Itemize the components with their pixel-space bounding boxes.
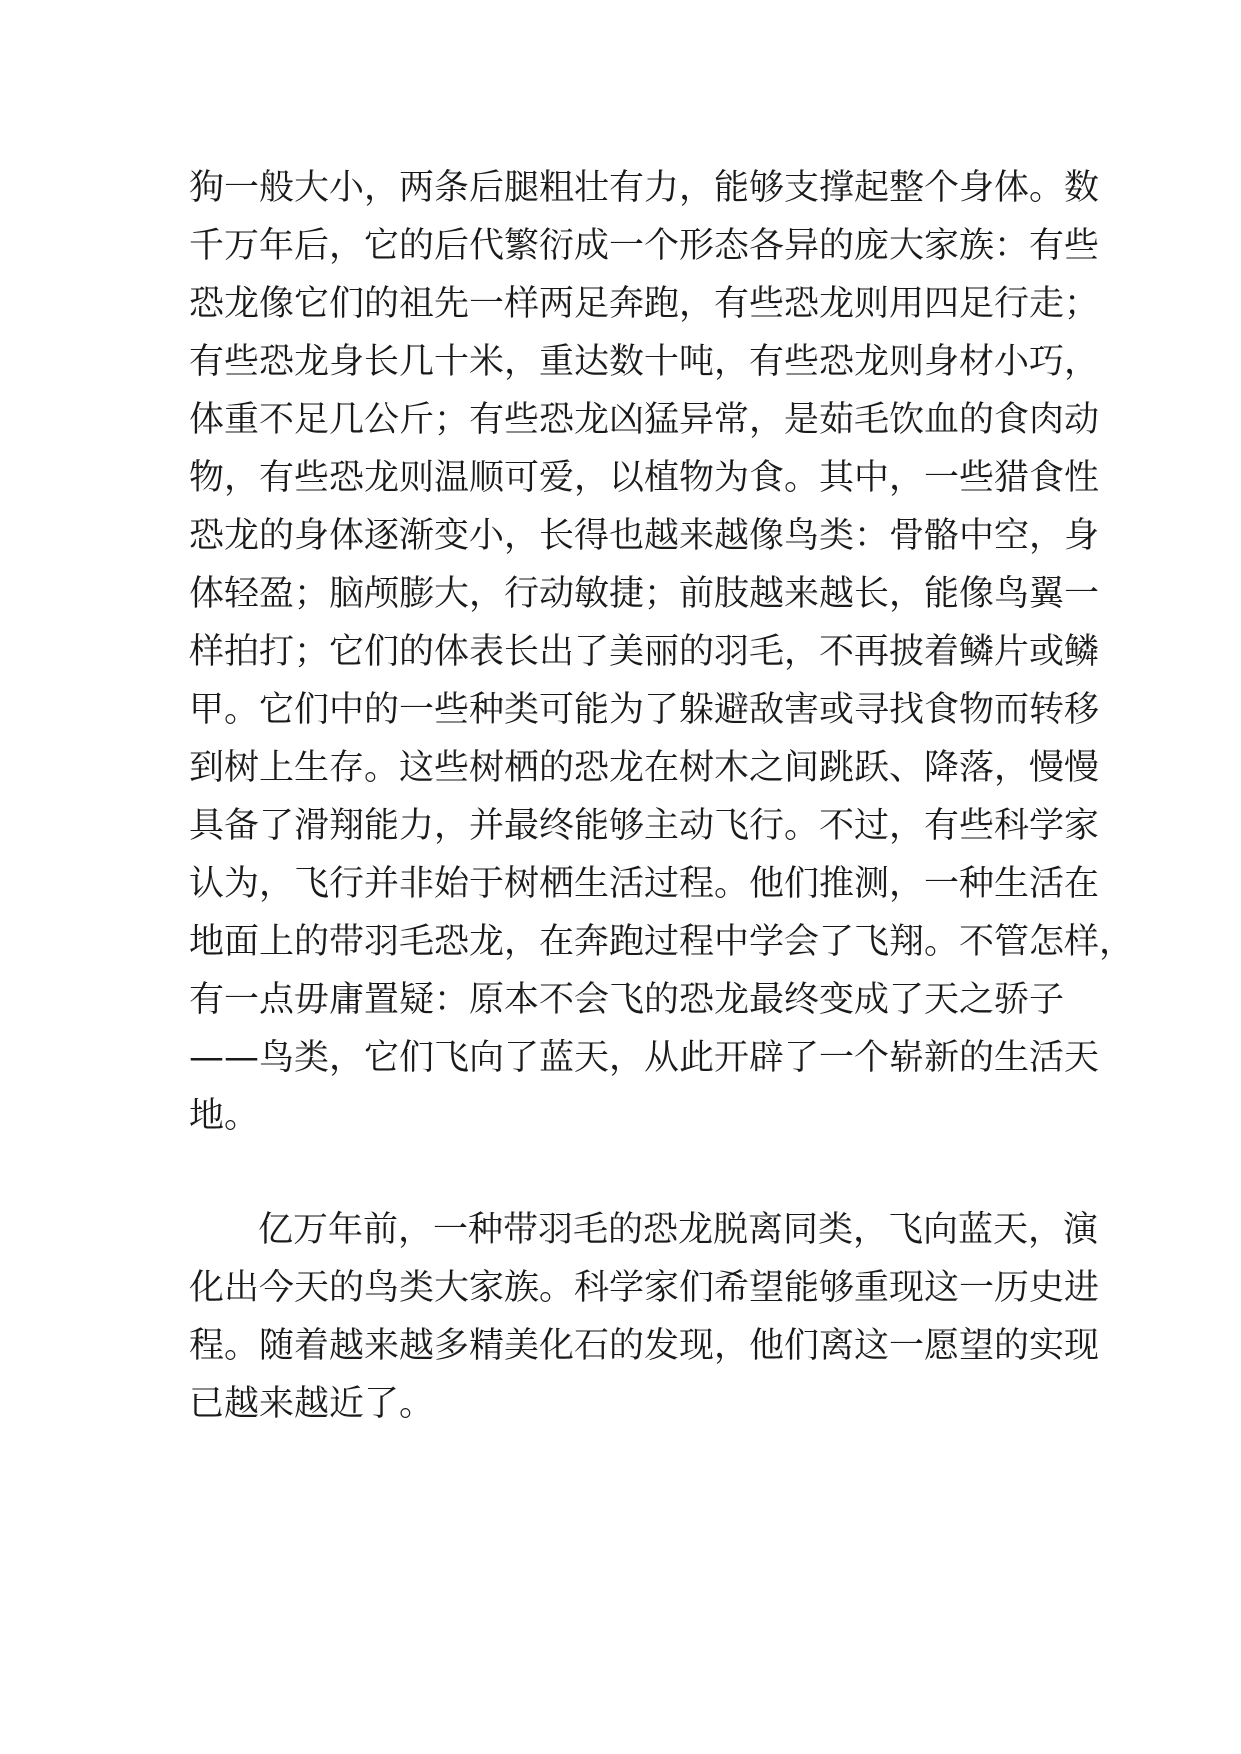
- paragraph-1-line: 千万年后，它的后代繁衍成一个形态各异的庞大家族：有些: [189, 226, 1100, 266]
- paragraph-2-line: 程。随着越来越多精美化石的发现，他们离这一愿望的实现: [189, 1326, 1100, 1366]
- paragraph-1-line: 认为，飞行并非始于树栖生活过程。他们推测，一种生活在: [189, 864, 1100, 904]
- paragraph-1-line: 恐龙的身体逐渐变小，长得也越来越像鸟类：骨骼中空，身: [189, 516, 1100, 556]
- paragraph-1-line: 样拍打；它们的体表长出了美丽的羽毛，不再披着鳞片或鳞: [189, 632, 1100, 672]
- paragraph-1-line: 狗一般大小，两条后腿粗壮有力，能够支撑起整个身体。数: [189, 168, 1100, 208]
- paragraph-2-line: 亿万年前，一种带羽毛的恐龙脱离同类，飞向蓝天，演: [258, 1210, 1099, 1250]
- paragraph-2-line: 已越来越近了。: [189, 1384, 435, 1424]
- paragraph-1-line: 有些恐龙身长几十米，重达数十吨，有些恐龙则身材小巧，: [189, 342, 1100, 382]
- paragraph-1-line: 地面上的带羽毛恐龙，在奔跑过程中学会了飞翔。不管怎样，: [189, 922, 1135, 962]
- paragraph-1-line: 地。: [189, 1096, 260, 1136]
- paragraph-1-line: 具备了滑翔能力，并最终能够主动飞行。不过，有些科学家: [189, 806, 1100, 846]
- paragraph-1-line: 物，有些恐龙则温顺可爱，以植物为食。其中，一些猎食性: [189, 458, 1100, 498]
- paragraph-1-line: ——鸟类，它们飞向了蓝天，从此开辟了一个崭新的生活天: [189, 1038, 1100, 1078]
- paragraph-1-line: 到树上生存。这些树栖的恐龙在树木之间跳跃、降落，慢慢: [189, 748, 1100, 788]
- paragraph-1-line: 体重不足几公斤；有些恐龙凶猛异常，是茹毛饮血的食肉动: [189, 400, 1100, 440]
- paragraph-1-line: 体轻盈；脑颅膨大，行动敏捷；前肢越来越长，能像鸟翼一: [189, 574, 1100, 614]
- paragraph-1-line: 恐龙像它们的祖先一样两足奔跑，有些恐龙则用四足行走；: [189, 284, 1100, 324]
- paragraph-2-line: 化出今天的鸟类大家族。科学家们希望能够重现这一历史进: [189, 1268, 1100, 1308]
- paragraph-1-line: 甲。它们中的一些种类可能为了躲避敌害或寻找食物而转移: [189, 690, 1100, 730]
- paragraph-1-line: 有一点毋庸置疑：原本不会飞的恐龙最终变成了天之骄子: [189, 980, 1065, 1020]
